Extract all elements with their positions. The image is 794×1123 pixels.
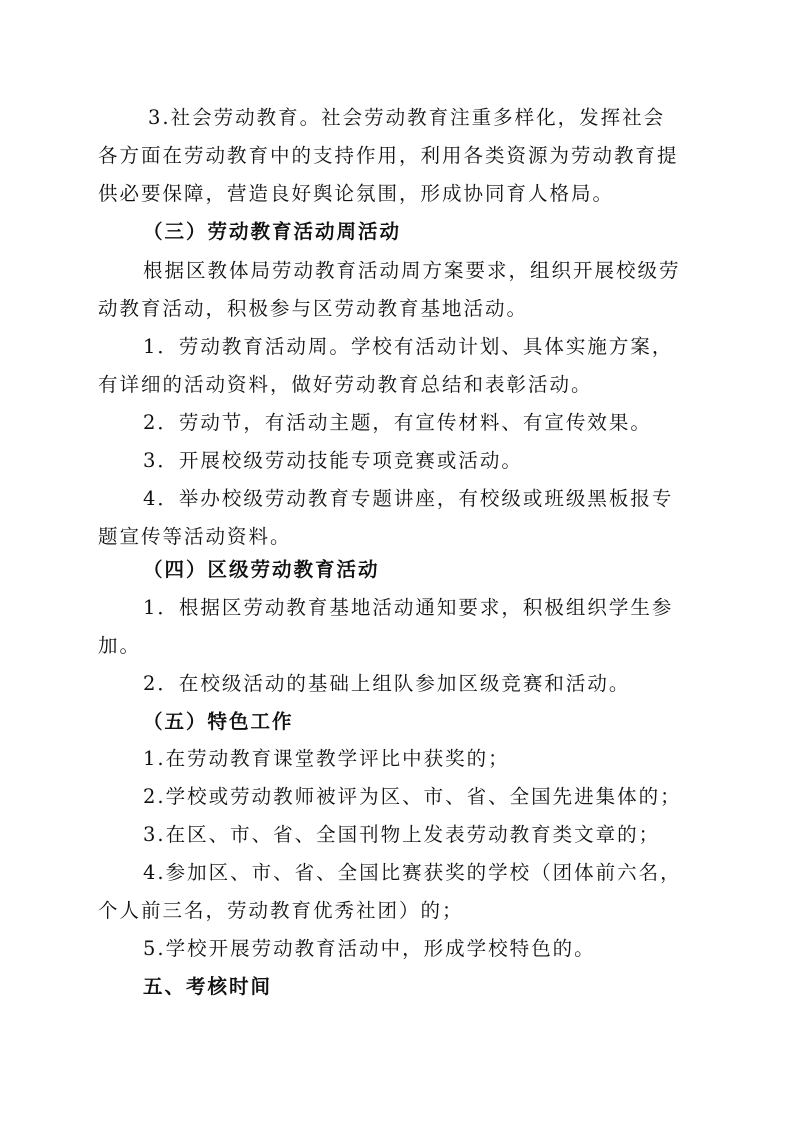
paragraph-line: 3.社会劳动教育。社会劳动教育注重多样化，发挥社会 <box>148 106 666 129</box>
list-item: 3．开展校级劳动技能专项竞赛或活动。 <box>143 449 523 472</box>
paragraph-line: 根据区教体局劳动教育活动周方案要求，组织开展校级劳 <box>143 259 681 282</box>
list-item: 1．劳动教育活动周。学校有活动计划、具体实施方案， <box>143 335 674 358</box>
list-item: 3.在区、市、省、全国刊物上发表劳动教育类文章的； <box>143 823 661 846</box>
paragraph-line: 个人前三名，劳动教育优秀社团）的； <box>98 899 464 922</box>
list-item: 1.在劳动教育课堂教学评比中获奖的； <box>143 747 510 770</box>
list-item: 1．根据区劳动教育基地活动通知要求，积极组织学生参 <box>143 596 674 619</box>
paragraph-line: 动教育活动，积极参与区劳动教育基地活动。 <box>98 297 529 320</box>
list-item: 2．劳动节，有活动主题，有宣传材料、有宣传效果。 <box>143 411 652 434</box>
list-item: 2．在校级活动的基础上组队参加区级竞赛和活动。 <box>143 672 631 695</box>
section-heading: 五、考核时间 <box>143 975 273 998</box>
paragraph-line: 有详细的活动资料，做好劳动教育总结和表彰活动。 <box>98 373 593 396</box>
section-heading: （三）劳动教育活动周活动 <box>143 220 402 243</box>
paragraph-line: 题宣传等活动资料。 <box>98 525 292 548</box>
paragraph-line: 各方面在劳动教育中的支持作用，利用各类资源为劳动教育提 <box>98 144 679 167</box>
section-heading: （五）特色工作 <box>143 710 294 733</box>
list-item: 2.学校或劳动教师被评为区、市、省、全国先进集体的； <box>143 785 682 808</box>
list-item: 4．举办校级劳动教育专题讲座，有校级或班级黑板报专 <box>143 487 674 510</box>
paragraph-line: 供必要保障，营造良好舆论氛围，形成协同育人格局。 <box>98 182 615 205</box>
section-heading: （四）区级劳动教育活动 <box>143 558 380 581</box>
paragraph-line: 加。 <box>98 634 142 657</box>
list-item: 5.学校开展劳动教育活动中，形成学校特色的。 <box>143 937 596 960</box>
list-item: 4.参加区、市、省、全国比赛获奖的学校（团体前六名， <box>143 861 682 884</box>
